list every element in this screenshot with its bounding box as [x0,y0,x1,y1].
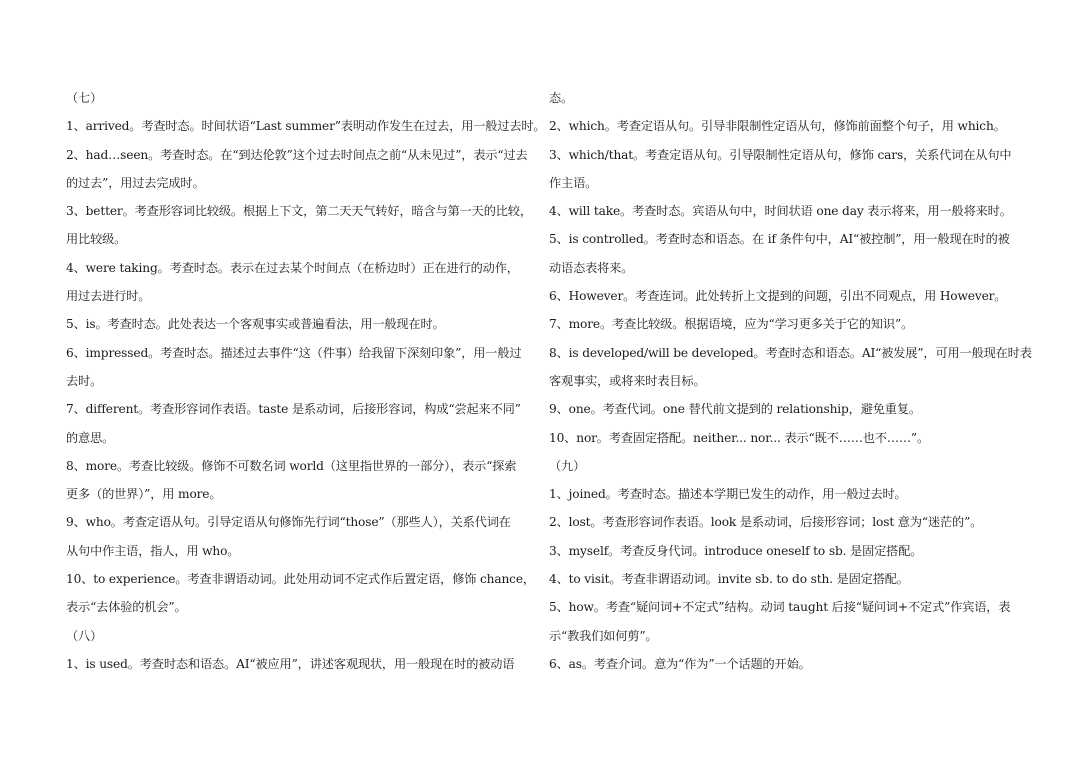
answer-line: 1、joined。考查时态。描述本学期已发生的动作，用一般过去时。 [549,487,907,502]
answer-line: 1、arrived。考查时态。时间状语“Last summer”表明动作发生在过去，用一般过去时。 [66,119,546,134]
answer-line: 3、better。考查形容词比较级。根据上下文，第二天天气转好，暗含与第一天的比较， [66,204,532,219]
answer-line: 8、more。考查比较级。修饰不可数名词 world（这里指世界的一部分），表示“探索 [66,458,517,473]
section-heading: （七） [66,91,103,105]
answer-line: 的意思。 [66,430,115,445]
right-column [549,84,1032,678]
answer-line: 8、is developed/will be developed。考查时态和语态。AI“被发展”，可用一般现在时表 [549,345,1032,360]
answer-line: 9、one。考查代词。one 替代前文提到的 relationship，避免重复。 [549,402,921,417]
answer-line: 从句中作主语，指人，用 who。 [66,543,240,558]
answer-line: 的过去”，用过去完成时。 [66,175,205,190]
answer-line: 4、will take。考查时态。宾语从句中，时间状语 one day 表示将来，用一般将来时。 [549,204,1012,219]
answer-line: 5、is。考查时态。此处表达一个客观事实或普遍看法，用一般现在时。 [66,317,445,332]
answer-line: 10、nor。考查固定搭配。neither... nor... 表示“既不……也不……”。 [549,430,930,445]
answer-line: 3、myself。考查反身代词。introduce oneself to sb. 是固定搭配。 [549,543,923,558]
answer-line: 2、which。考查定语从句。引导非限制性定语从句，修饰前面整个句子，用 which。 [549,119,1006,134]
answer-line: 9、who。考查定语从句。引导定语从句修饰先行词“those”（那些人），关系代词在 [66,515,511,530]
answer-line: 去时。 [66,373,103,388]
answer-line: 动语态表将来。 [549,260,634,275]
section-heading: （九） [549,458,586,473]
answer-line: 用比较级。 [66,232,127,247]
answer-line: 3、which/that。考查定语从句。引导限制性定语从句，修饰 cars，关系代词在从句中 [549,147,1012,162]
left-column [66,84,546,678]
answer-line: 7、more。考查比较级。根据语境，应为“学习更多关于它的知识”。 [549,317,914,332]
answer-line: 5、how。考查“疑问词+不定式”结构。动词 taught 后接“疑问词+不定式”作宾语，表 [549,600,1011,615]
answer-line: 示“教我们如何剪”。 [549,628,658,643]
answer-line: 表示“去体验的机会”。 [66,600,187,615]
answer-line: 态。 [549,91,574,105]
answer-line: 10、to experience。考查非谓语动词。此处用动词不定式作后置定语，修饰 chance， [66,572,535,587]
answer-line: 1、is used。考查时态和语态。AI“被应用”，讲述客观现状，用一般现在时的被动语 [66,656,515,671]
answer-line: 客观事实，或将来时表目标。 [549,373,706,388]
answer-line: 6、However。考查连词。此处转折上文提到的问题，引出不同观点，用 However。 [549,289,1007,304]
answer-line: 2、had…seen。考查时态。在“到达伦敦”这个过去时间点之前“从未见过”，表示“过去 [66,147,528,162]
answer-line: 更多（的世界）”，用 more。 [66,487,222,502]
answer-line: 用过去进行时。 [66,289,151,304]
answer-line: 作主语。 [549,175,598,190]
answer-line: 7、different。考查形容词作表语。taste 是系动词，后接形容词，构成“尝起来不同” [66,402,521,417]
answer-line: 4、to visit。考查非谓语动词。invite sb. to do sth. 是固定搭配。 [549,572,909,587]
section-heading: （八） [66,628,103,643]
answer-line: 4、were taking。考查时态。表示在过去某个时间点（在桥边时）正在进行的动作， [66,260,519,275]
answer-line: 2、lost。考查形容词作表语。look 是系动词，后接形容词；lost 意为“迷茫的”。 [549,515,983,530]
answer-line: 6、as。考查介词。意为“作为”一个话题的开始。 [549,656,811,671]
answer-line: 5、is controlled。考查时态和语态。在 if 条件句中，AI“被控制”，用一般现在时的被 [549,232,1010,247]
answer-line: 6、impressed。考查时态。描述过去事件“这（件事）给我留下深刻印象”，用一般过 [66,345,522,360]
